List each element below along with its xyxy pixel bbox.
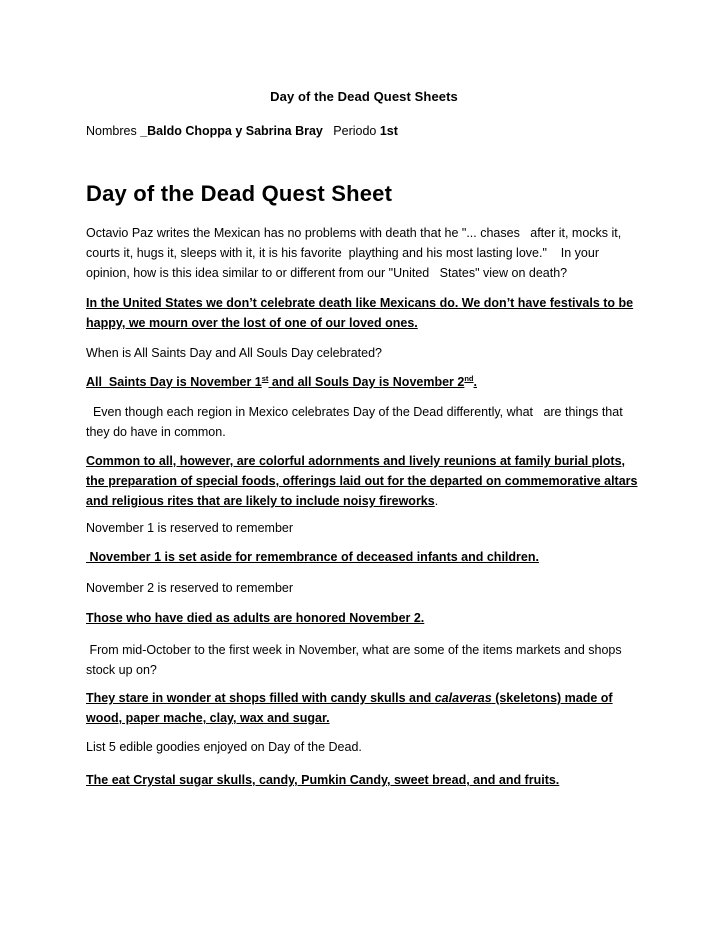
- names-line: [86, 124, 398, 138]
- answer-5: Those who have died as adults are honored November 2.: [86, 611, 425, 625]
- document-title: Day of the Dead Quest Sheets: [270, 89, 458, 104]
- answer-2-text-1: All Saints Day is November 1: [86, 375, 262, 389]
- answer-6-text-2: (skeletons) made of wood, paper mache, clay, wax and sugar.: [86, 691, 613, 725]
- question-7: List 5 edible goodies enjoyed on Day of the Dead.: [86, 740, 362, 754]
- periodo-value: 1st: [379, 124, 398, 138]
- answer-6: [86, 688, 646, 728]
- answer-2-sup-1: st: [261, 374, 269, 383]
- question-1: Octavio Paz writes the Mexican has no problems with death that he "... chases after it, mocks it, courts it, hugs it, sleeps with it, it is his favorite plaything and his most lasting love." In your opinion, how is this idea similar to or different from our "United States" view on death?: [86, 226, 625, 280]
- answer-2: [86, 372, 646, 392]
- answer-4: November 1 is set aside for remembrance of deceased infants and children.: [86, 550, 539, 564]
- answer-6-text-1: They stare in wonder at shops filled with candy skulls and: [86, 691, 435, 705]
- answer-2-text-3: .: [473, 375, 477, 389]
- answer-2-sup-2: nd: [464, 374, 474, 383]
- answer-6-italic: calaveras: [434, 691, 492, 705]
- answer-7-text: The eat Crystal sugar skulls, candy, Pumkin Candy, sweet bread, and and fruits.: [86, 773, 560, 787]
- answer-3-text: Common to all, however, are colorful adornments and lively reunions at family burial plots, the preparation of special foods, offerings laid out for the departed on commemorative altars and religious rites that are likely to include noisy fireworks: [86, 454, 638, 508]
- answer-3: [86, 451, 646, 511]
- question-5: November 2 is reserved to remember: [86, 581, 294, 595]
- nombres-label: Nombres: [86, 124, 141, 138]
- answer-3-end: .: [434, 494, 439, 508]
- answer-7: [86, 770, 646, 790]
- periodo-label: Periodo: [333, 124, 380, 138]
- answer-2-text-2: and all Souls Day is November 2: [268, 375, 465, 389]
- question-2: When is All Saints Day and All Souls Day celebrated?: [86, 346, 382, 360]
- section-heading: Day of the Dead Quest Sheet: [86, 181, 393, 206]
- question-6: From mid-October to the first week in November, what are some of the items markets and shops stock up on?: [86, 643, 626, 677]
- question-4: November 1 is reserved to remember: [86, 521, 294, 535]
- question-3: Even though each region in Mexico celebrates Day of the Dead differently, what are things that they do have in common.: [86, 405, 627, 439]
- answer-1: In the United States we don’t celebrate death like Mexicans do. We don’t have festivals to be happy, we mourn over the lost of one of our loved ones.: [86, 296, 634, 330]
- nombres-value: _Baldo Choppa y Sabrina Bray: [140, 124, 323, 138]
